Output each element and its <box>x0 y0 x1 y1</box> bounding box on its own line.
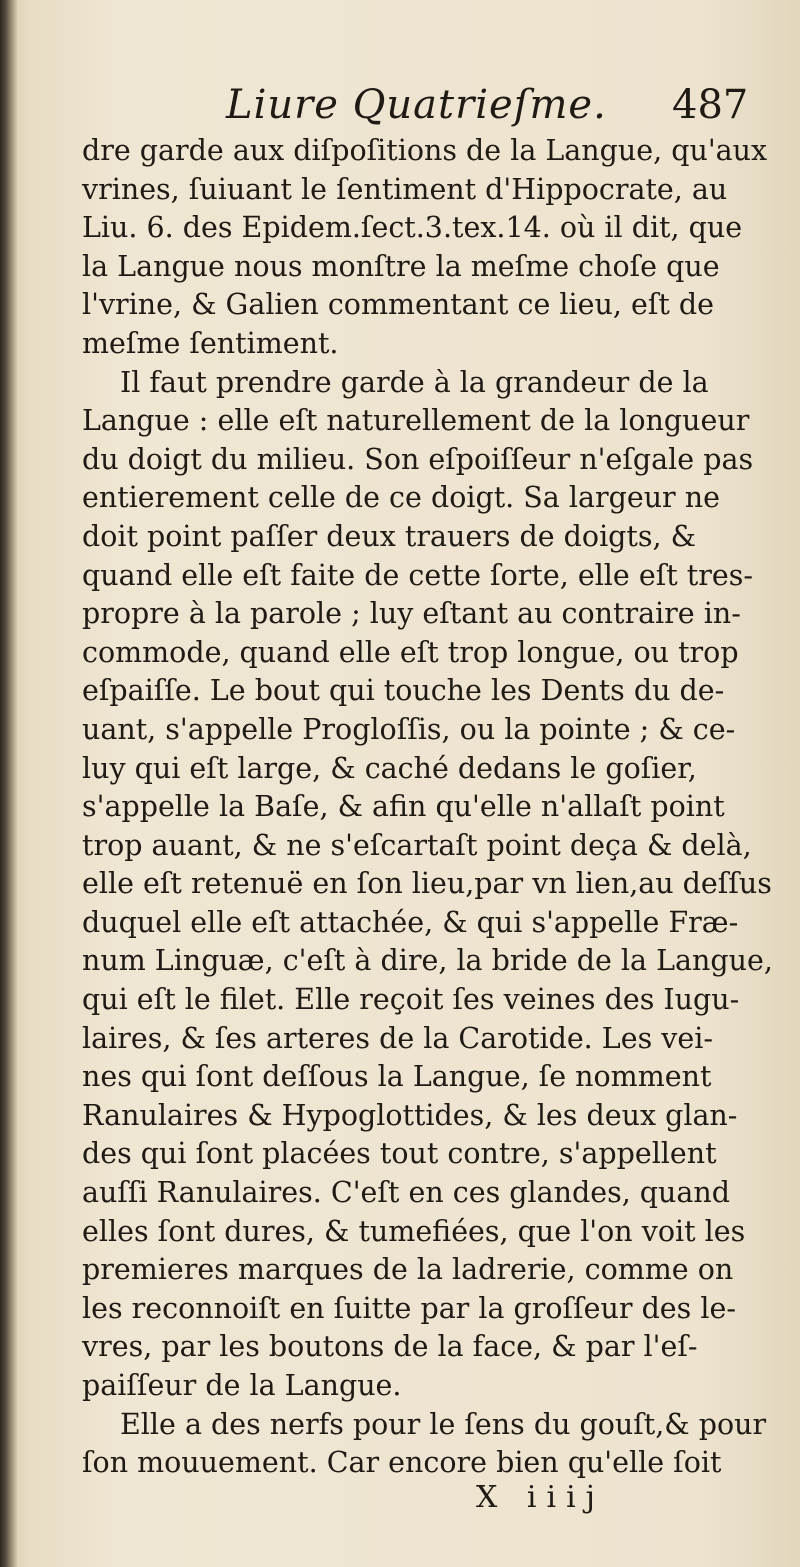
text-line: quand elle eſt faite de cette ſorte, elle eſt tres- <box>82 558 753 592</box>
page-header <box>0 80 800 140</box>
text-line: duquel elle eſt attachée, & qui s'appelle Fræ- <box>82 905 739 939</box>
text-line: paiſſeur de la Langue. <box>82 1369 402 1402</box>
text-line: dre garde aux diſpoſitions de la Langue, qu'aux <box>82 134 768 167</box>
text-line: l'vrine, & Galien commentant ce lieu, eſt de <box>82 288 715 322</box>
text-line: elle eſt retenuë en ſon lieu,par vn lien,au deſſus <box>82 867 772 901</box>
text-line: Langue : elle eſt naturellement de la longueur <box>82 404 750 438</box>
text-line: laires, & ſes arteres de la Carotide. Les vei- <box>82 1021 713 1055</box>
text-line: du doigt du milieu. Son eſpoiſſeur n'eſgale pas <box>82 442 754 476</box>
text-line: luy qui eſt large, & caché dedans le goſier, <box>82 751 697 785</box>
text-line: auſſi Ranulaires. C'eſt en ces glandes, quand <box>82 1176 730 1210</box>
text-line: qui eſt le filet. Elle reçoit ſes veines des Iugu- <box>82 983 740 1017</box>
text-line: propre à la parole ; luy eſtant au contraire in- <box>82 597 741 631</box>
text-line: uant, s'appelle Progloſſis, ou la pointe ; & ce- <box>82 712 736 746</box>
text-line: ſon mouuement. Car encore bien qu'elle ſoit <box>82 1446 722 1480</box>
text-line: trop auant, & ne s'eſcartaſt point deça & delà, <box>82 828 752 862</box>
text-line: des qui ſont placées tout contre, s'appellent <box>82 1137 717 1171</box>
text-line: nes qui ſont deſſous la Langue, ſe nomment <box>82 1060 712 1094</box>
text-line: les reconnoiſt en ſuitte par la groſſeur des le- <box>82 1291 736 1325</box>
text-line: meſme ſentiment. <box>82 326 339 360</box>
text-line: s'appelle la Baſe, & afin qu'elle n'allaſt point <box>82 790 725 824</box>
text-line: la Langue nous monſtre la meſme choſe que <box>82 249 720 283</box>
text-line: Liu. 6. des Epidem.ſect.3.tex.14. où il dit, que <box>82 211 743 245</box>
text-line: entierement celle de ce doigt. Sa largeur ne <box>82 481 720 515</box>
page-number: 487 <box>672 82 749 128</box>
binding-edge <box>0 0 18 1567</box>
text-line: commode, quand elle eſt trop longue, ou trop <box>82 635 739 669</box>
text-line: elles ſont dures, & tumefiées, que l'on voit les <box>82 1214 746 1248</box>
text-line: eſpaiſſe. Le bout qui touche les Dents du de- <box>82 674 725 708</box>
text-line: num Linguæ, c'eſt à dire, la bride de la Langue, <box>82 944 773 978</box>
text-line: premieres marques de la ladrerie, comme on <box>82 1253 734 1287</box>
paragraph-start-line: Il faut prendre garde à la grandeur de la <box>120 365 709 399</box>
paragraph-start-line: Elle a des nerfs pour le ſens du gouſt,& pour <box>120 1407 767 1441</box>
text-line: vrines, ſuiuant le ſentiment d'Hippocrate, au <box>82 172 728 206</box>
text-line: vres, par les boutons de la face, & par l'eſ- <box>82 1330 698 1364</box>
signature-mark: X iiij <box>476 1480 605 1515</box>
text-line: Ranulaires & Hypoglottides, & les deux glan- <box>82 1098 738 1132</box>
running-title: Liure Quatrieſme. <box>226 82 607 128</box>
body-text <box>82 132 773 1483</box>
text-line: doit point paſſer deux trauers de doigts, & <box>82 519 696 553</box>
